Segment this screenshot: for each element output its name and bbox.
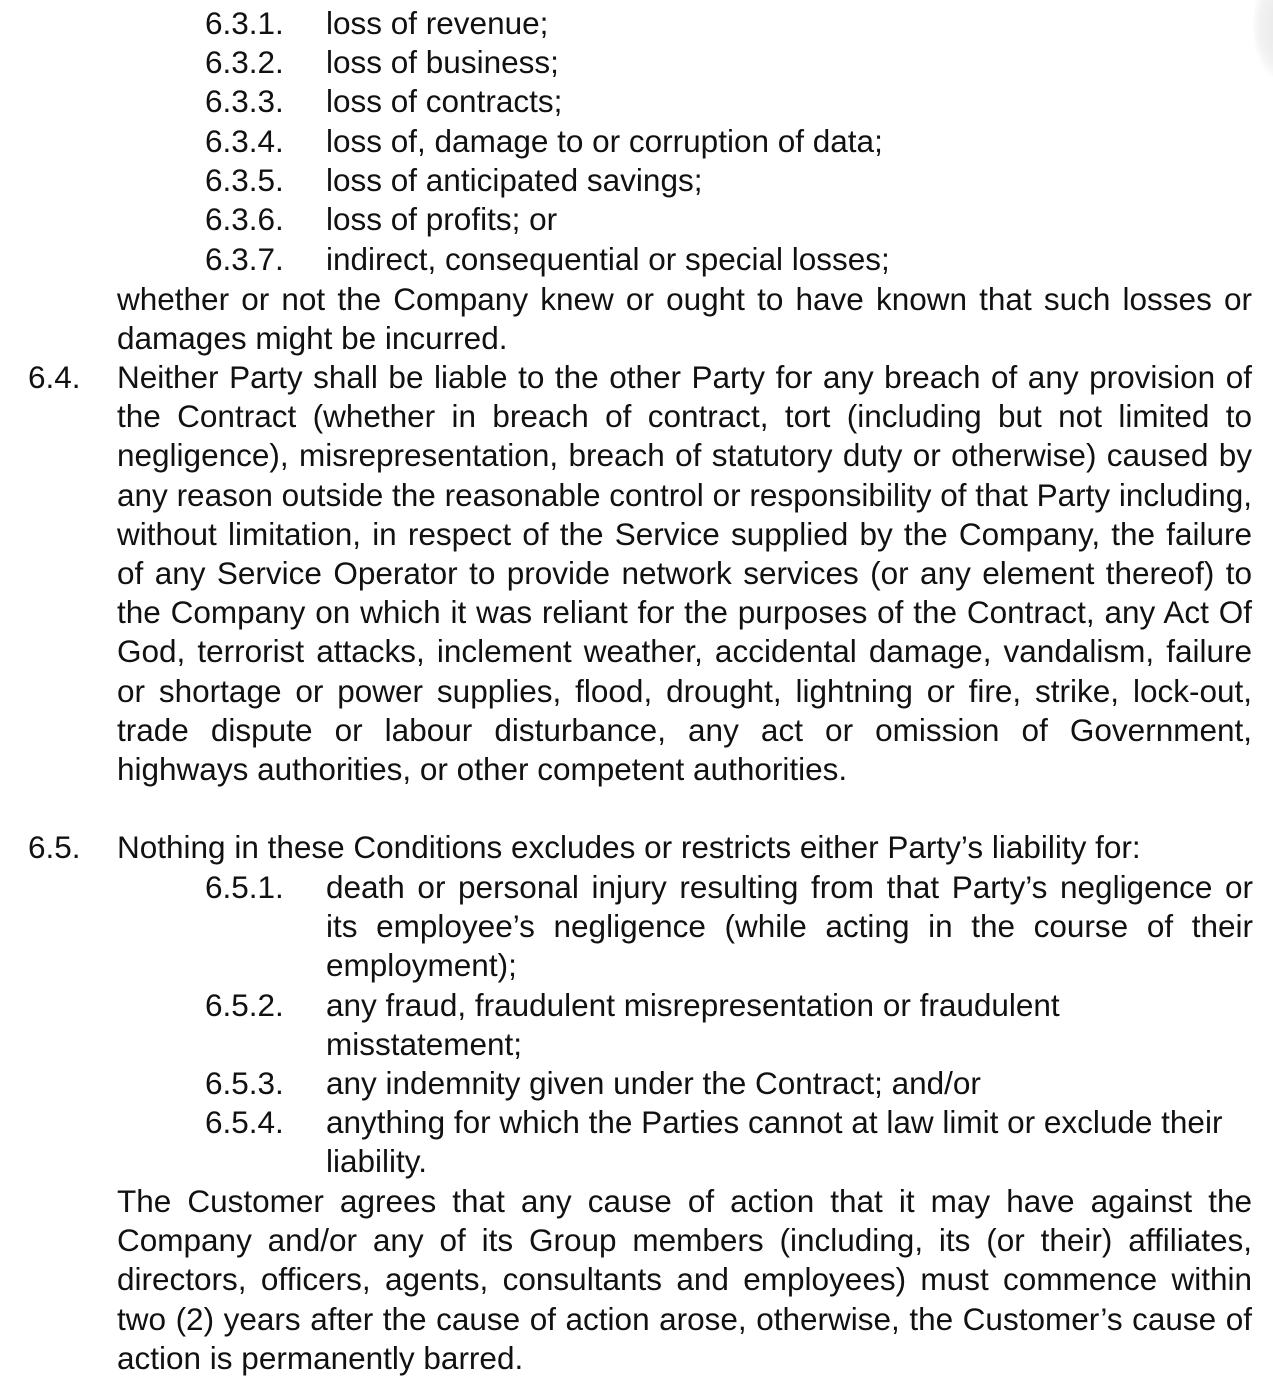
loss-item-text: loss of business; <box>326 44 559 80</box>
page-corner-shadow <box>1253 0 1273 80</box>
loss-item-number: 6.3.1. <box>205 5 284 41</box>
clause-6-3-tail: whether or not the Company knew or ought to have known that such losses or damages might be incurred. <box>117 281 1252 357</box>
liability-item-text: any indemnity given under the Contract; and/or <box>326 1065 981 1101</box>
loss-item-number: 6.3.7. <box>205 241 284 277</box>
loss-item-text: loss of contracts; <box>326 83 563 119</box>
liability-item-number: 6.5.4. <box>205 1104 284 1140</box>
liability-item-number: 6.5.1. <box>205 869 284 905</box>
loss-item-number: 6.3.4. <box>205 123 284 159</box>
liability-item-text: any fraud, fraudulent misrepresentation or fraudulent misstatement; <box>326 987 1060 1063</box>
loss-item-number: 6.3.2. <box>205 44 284 80</box>
loss-item-text: loss of anticipated savings; <box>326 162 703 198</box>
loss-item-number: 6.3.6. <box>205 201 284 237</box>
liability-item-text: death or personal injury resulting from that Party’s negligence or its employee’s negligence (while acting in the course of their employment); <box>326 869 1253 984</box>
clause-number: 6.4. <box>28 359 81 395</box>
clause-6-5-text: Nothing in these Conditions excludes or restricts either Party’s liability for: <box>117 829 1141 865</box>
loss-item-text: loss of, damage to or corruption of data; <box>326 123 883 159</box>
liability-item-number: 6.5.3. <box>205 1065 284 1101</box>
clause-number: 6.5. <box>28 829 81 865</box>
loss-item-text: indirect, consequential or special losses; <box>326 241 890 277</box>
loss-item-text: loss of revenue; <box>326 5 549 41</box>
clause-6-5-tail: The Customer agrees that any cause of action that it may have against the Company and/or any of its Group members (including, its (or their) affiliates, directors, officers, agents, consultants and employees) must commence within two (2) years after the cause of action arose, otherwise, the Customer’s cause of action is permanently barred. <box>117 1183 1252 1376</box>
loss-item-text: loss of profits; or <box>326 201 558 237</box>
liability-item-text: anything for which the Parties cannot at law limit or exclude their liability. <box>326 1104 1223 1180</box>
loss-item-number: 6.3.5. <box>205 162 284 198</box>
liability-item-number: 6.5.2. <box>205 987 284 1023</box>
loss-item-number: 6.3.3. <box>205 83 284 119</box>
clause-6-4-text: Neither Party shall be liable to the other Party for any breach of any provision of the Contract (whether in breach of contract, tort (including but not limited to negligence), misrepresentation, breach of statutory duty or otherwise) caused by any reason outside the reasonable control or responsibility of that Party including, without limitation, in respect of the Service supplied by the Company, the failure of any Service Operator to provide network services (or any element thereof) to the Company on which it was reliant for the purposes of the Contract, any Act Of God, terrorist attacks, inclement weather, accidental damage, vandalism, failure or shortage or power supplies, flood, drought, lightning or fire, strike, lock-out, trade dispute or labour disturbance, any act or omission of Government, highways authorities, or other competent authorities. <box>117 359 1252 788</box>
